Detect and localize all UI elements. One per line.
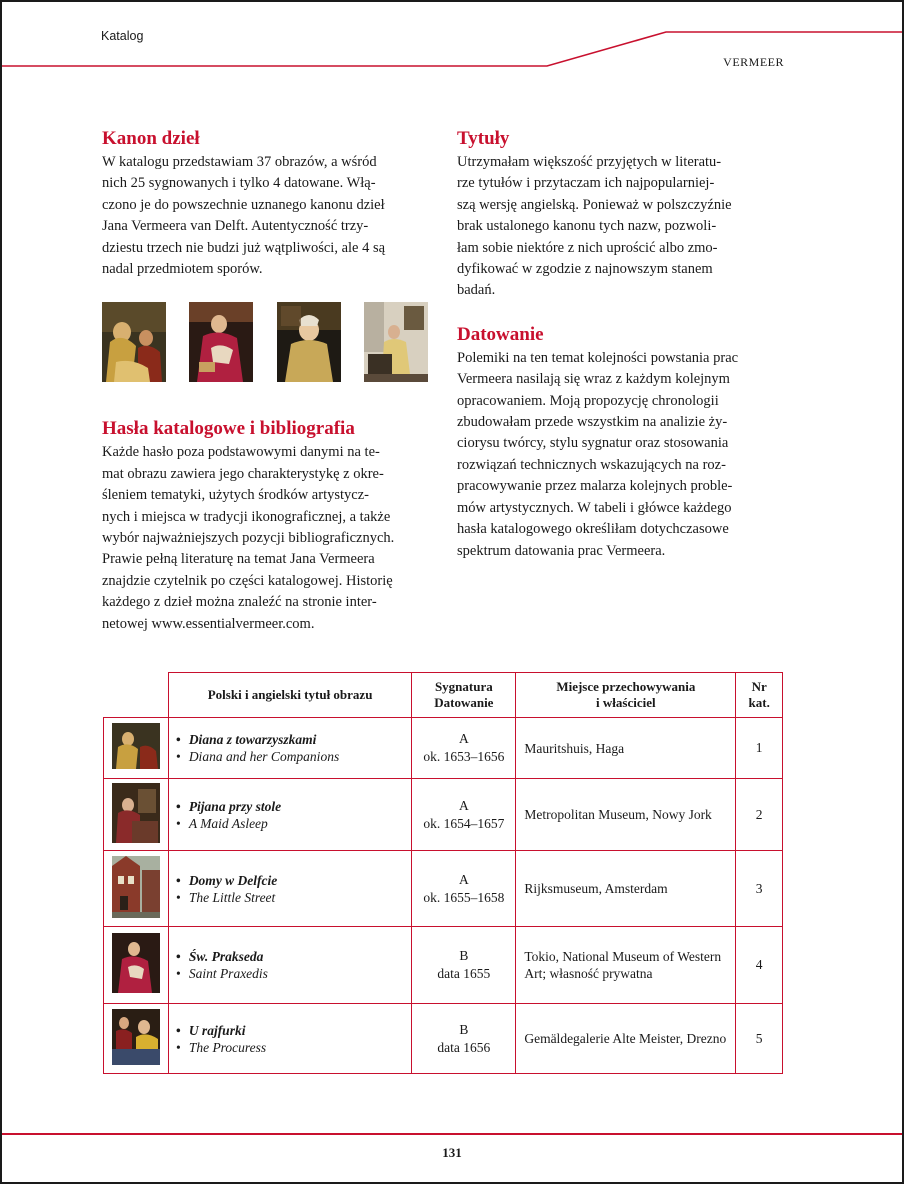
left-column [102, 126, 428, 635]
dating: ok. 1655–1658 [423, 889, 505, 905]
title-english: • The Procuress [175, 1039, 267, 1055]
catalog-number: 2 [736, 779, 783, 851]
title-polish: • Domy w Delfcie [175, 872, 278, 888]
signature: B [459, 948, 469, 963]
header-image-cell [104, 673, 169, 718]
dating: data 1655 [437, 966, 491, 981]
heading-tytuly: Tytuły [457, 128, 510, 149]
header-place: Miejsce przechowywania i właściciel [516, 673, 736, 718]
header-title: Polski i angielski tytuł obrazu [168, 673, 412, 718]
title-english: • Saint Praxedis [175, 966, 268, 981]
painting-thumbnail-diana [102, 302, 166, 382]
heading-kanon: Kanon dzieł [102, 128, 200, 149]
title-english: • The Little Street [175, 889, 276, 905]
table-row [104, 779, 783, 851]
location: Metropolitan Museum, Nowy Jork [516, 779, 736, 851]
catalog-table [103, 672, 783, 1074]
dating: ok. 1653–1656 [423, 749, 505, 764]
signature: B [459, 1021, 469, 1037]
table-row [104, 927, 783, 1004]
title-polish: • U rajfurki [175, 1022, 246, 1038]
painting-thumbnail-lacemaker [277, 302, 341, 382]
title-polish: • Diana z towarzyszkami [175, 732, 317, 747]
catalog-number: 1 [736, 718, 783, 779]
title-english: • Diana and her Companions [175, 749, 340, 764]
row-thumbnail-maid-asleep [112, 783, 160, 843]
table-row [104, 718, 783, 779]
paragraph-tytuly: Utrzymałam większość przyjętych w literatu- rze tytułów i przytaczam ich najpopularniej- szą wersję angielską. Ponieważ w polszczyźnie brak ustalonego kanonu tych nazw, pozwoli- łam sobie niektóre z nich uprościć albo zmo- dyfikować w zgodzie z najnowszym stanem badań. [457, 154, 732, 299]
running-head-title: VERMEER [723, 55, 784, 69]
page-number: 131 [442, 1145, 462, 1160]
painting-thumbnails [102, 302, 428, 382]
header-number: Nr kat. [736, 673, 783, 718]
row-thumbnail-saint-praxedis [112, 933, 160, 993]
table-row [104, 851, 783, 927]
painting-thumbnail-praxedis [189, 302, 253, 382]
heading-hasla: Hasła katalogowe i bibliografia [102, 418, 355, 440]
row-thumbnail-little-street [112, 856, 160, 918]
location: Tokio, National Museum of Western Art; własność prywatna [516, 927, 736, 1004]
dating: data 1656 [437, 1039, 491, 1055]
paragraph-kanon: W katalogu przedstawiam 37 obrazów, a wśród nich 25 sygnowanych i tylko 4 datowane. Włą- czono je do powszechnie uznanego kanonu dzieł Jana Vermeera van Delft. Autentyczność trzy- dziestu trzech nie budzi już wątpliwości, ale 4 są nadal przedmiotem sporów. [102, 154, 386, 278]
table-row [104, 1004, 783, 1074]
paragraph-hasla: Każde hasło poza podstawowymi danymi na te- mat obrazu zawiera jego charakterystykę z okre- śleniem tematyki, użytych środków artystycz- nych i miejsca w tradycji ikonograficznej, a także wybór najważniejszych pozycji bibliograficznych. Prawie pełną literaturę na temat Jana Vermeera znajdzie czytelnik po części katalogowej. Historię każdego z dzieł można znaleźć na stronie inter- netowej www.essentialvermeer.com. [102, 444, 395, 632]
row-thumbnail-diana [112, 723, 160, 769]
table-header-row [104, 673, 783, 718]
header-signature: Sygnatura Datowanie [412, 673, 516, 718]
location: Gemäldegalerie Alte Meister, Drezno [516, 1004, 736, 1074]
location: Mauritshuis, Haga [516, 718, 736, 779]
title-polish: • Pijana przy stole [175, 798, 282, 814]
catalog-number: 3 [736, 851, 783, 927]
signature: A [458, 797, 469, 813]
title-polish: • Św. Prakseda [175, 949, 264, 964]
catalog-number: 4 [736, 927, 783, 1004]
signature: A [458, 871, 469, 887]
painting-thumbnail-virginal [364, 302, 428, 382]
dating: ok. 1654–1657 [423, 815, 505, 831]
paragraph-datowanie: Polemiki na ten temat kolejności powstania prac Vermeera nasilają się wraz z każdym kolejnym opracowaniem. Moją propozycję chronologii zbudowałam przede wszystkim na analizie ży- ciorysu twórcy, stylu sygnatur oraz stosowania rozwiązań technicznych wskazujących na roz- pracowywanie przez malarza kolejnych proble- mów artystycznych. W tabeli i główce każdego hasła katalogowego określiłam dotychczasowe spektrum datowania prac Vermeera. [457, 349, 739, 559]
heading-datowanie: Datowanie [457, 323, 544, 345]
footer-rule [2, 1133, 902, 1135]
signature: A [458, 731, 469, 746]
running-head-section: Katalog [101, 29, 144, 43]
title-english: • A Maid Asleep [175, 815, 268, 831]
catalog-number: 5 [736, 1004, 783, 1074]
right-column [457, 126, 783, 562]
location: Rijksmuseum, Amsterdam [516, 851, 736, 927]
row-thumbnail-procuress [112, 1009, 160, 1065]
